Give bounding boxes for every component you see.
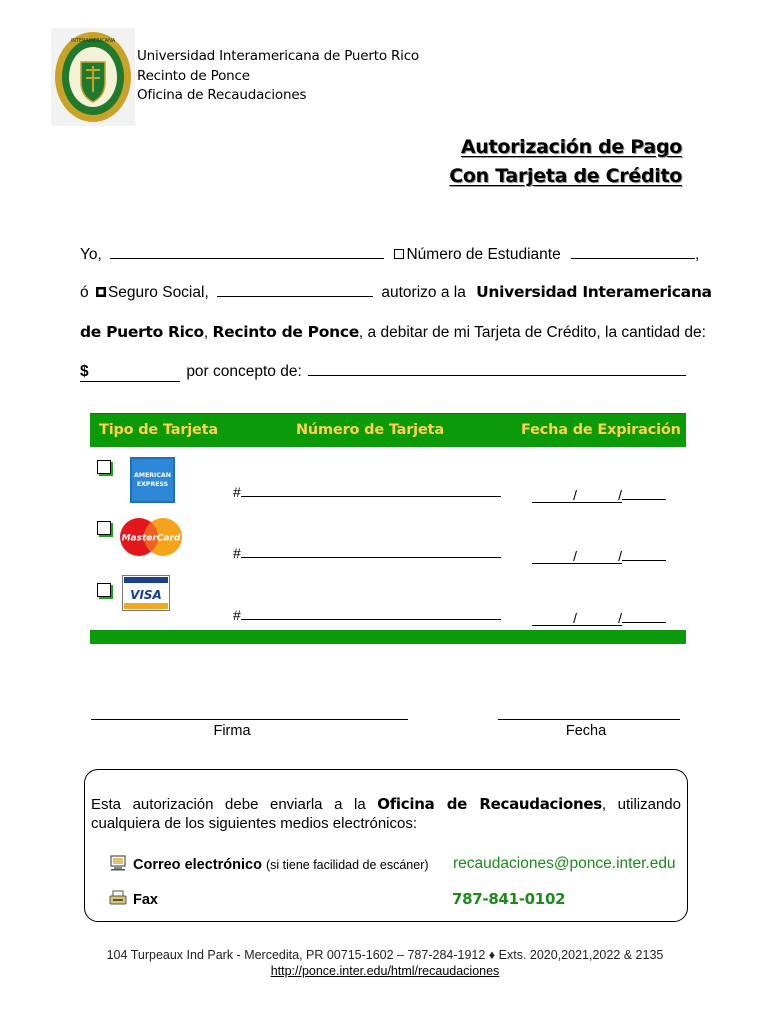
- exp-slash: /: [532, 487, 577, 503]
- exp-year: [622, 607, 666, 623]
- dollar-sign: $: [80, 363, 89, 380]
- amex-logo-icon: [130, 457, 175, 503]
- exp-year: [622, 484, 666, 500]
- fax-number: 787-841-0102: [452, 890, 566, 908]
- university-seal: [51, 28, 135, 126]
- fax-icon: [109, 890, 127, 906]
- fax-label: Fax: [133, 892, 158, 908]
- amount-field[interactable]: [80, 363, 180, 382]
- hash: #: [233, 545, 241, 561]
- signature-line[interactable]: [91, 719, 408, 720]
- university-name-bold-2: de Puerto Rico: [80, 323, 204, 341]
- hash: #: [233, 484, 241, 500]
- computer-icon: [109, 855, 127, 871]
- firma-label: Firma: [213, 723, 251, 739]
- hash: #: [233, 607, 241, 623]
- fax-method: [109, 890, 158, 908]
- visa-expiration[interactable]: [532, 607, 666, 626]
- card-table-footer: [90, 630, 686, 644]
- visa-number-field[interactable]: [241, 608, 501, 620]
- exp-slash: /: [577, 610, 622, 626]
- form-line-amount: [80, 362, 690, 382]
- mastercard-expiration[interactable]: [532, 545, 666, 564]
- seal-lettering: INTERAMERICANA: [70, 38, 116, 44]
- exp-slash: /: [532, 610, 577, 626]
- amex-number-line: [233, 484, 501, 500]
- email-address[interactable]: recaudaciones@ponce.inter.edu: [453, 855, 676, 872]
- mastercard-logo-icon: [119, 517, 183, 557]
- footer-address: 104 Turpeaux Ind Park - Mercedita, PR 00715-1602 – 787-284-1912 ♦ Exts. 2020,2021,2022 & 2135: [106, 948, 664, 962]
- form-line-name: [80, 245, 700, 264]
- date-line[interactable]: [498, 719, 680, 720]
- office-name: Oficina de Recaudaciones: [137, 87, 307, 103]
- submission-info-box: [84, 769, 688, 922]
- email-note: (si tiene facilidad de escáner): [265, 858, 429, 872]
- email-label: Correo electrónico: [133, 857, 262, 873]
- office-bold: Oficina de Recaudaciones: [377, 795, 602, 813]
- institution-name: Universidad Interamericana de Puerto Rico: [137, 48, 419, 64]
- info-text-before: Esta autorización debe enviarla a la: [91, 796, 366, 813]
- institution-block: [137, 47, 419, 106]
- card-table-header: [90, 413, 686, 447]
- mastercard-checkbox[interactable]: [97, 521, 111, 535]
- form-line-ssn: [80, 283, 712, 302]
- title-line-1: Autorización de Pago: [460, 136, 682, 158]
- university-name-bold: Universidad Interamericana: [476, 283, 712, 301]
- name-field[interactable]: [110, 245, 384, 259]
- exp-slash: /: [532, 548, 577, 564]
- campus-name: Recinto de Ponce: [137, 67, 250, 84]
- fecha-label: Fecha: [565, 723, 607, 739]
- debit-text: , a debitar de mi Tarjeta de Crédito, la cantidad de:: [358, 324, 706, 341]
- mastercard-logo-text: MasterCard: [121, 533, 181, 544]
- card-row-mastercard: [97, 521, 677, 571]
- title-line-2: Con Tarjeta de Crédito: [449, 165, 682, 187]
- comma: ,: [695, 246, 700, 263]
- university-seal-icon: [53, 30, 133, 124]
- exp-slash: /: [577, 548, 622, 564]
- card-row-amex: [97, 460, 677, 510]
- amex-logo-line1: AMERICAN: [134, 472, 171, 479]
- card-row-visa: [97, 583, 677, 633]
- concept-field[interactable]: [308, 362, 686, 376]
- amex-number-field[interactable]: [241, 485, 501, 497]
- campus-bold: Recinto de Ponce: [212, 323, 359, 341]
- visa-number-line: [233, 607, 501, 623]
- visa-logo-text: VISA: [130, 588, 162, 602]
- exp-year: [622, 545, 666, 561]
- mastercard-number-line: [233, 545, 501, 561]
- student-number-checkbox[interactable]: [394, 249, 404, 259]
- col-expiration: Fecha de Expiración: [521, 422, 681, 438]
- amex-expiration[interactable]: [532, 484, 666, 503]
- ssn-checkbox[interactable]: [96, 287, 106, 297]
- ssn-field[interactable]: [217, 283, 373, 297]
- amex-checkbox[interactable]: [97, 460, 111, 474]
- email-method: [109, 855, 429, 873]
- yo-label: Yo,: [80, 246, 102, 263]
- col-card-number: Número de Tarjeta: [296, 422, 444, 438]
- visa-checkbox[interactable]: [97, 583, 111, 597]
- amex-logo-line2: EXPRESS: [136, 481, 169, 488]
- authorize-text: autorizo a la: [381, 284, 466, 301]
- info-text-after: , utilizando cualquiera de los siguientes medios electrónicos:: [91, 796, 681, 832]
- footer-url-wrap: [0, 964, 770, 978]
- page-title: [420, 133, 682, 191]
- visa-logo-icon: [122, 575, 170, 611]
- exp-slash: /: [577, 487, 622, 503]
- footer-url-link[interactable]: http://ponce.inter.edu/html/recaudaciones: [270, 964, 500, 978]
- concept-label: por concepto de:: [186, 363, 302, 380]
- o-label: ó: [80, 284, 89, 301]
- submission-info-text: [91, 795, 681, 833]
- sep-comma: ,: [203, 324, 209, 341]
- mastercard-number-field[interactable]: [241, 546, 501, 558]
- form-line-campus: [80, 323, 706, 342]
- student-number-label: Número de Estudiante: [406, 246, 561, 263]
- ssn-label: Seguro Social,: [107, 284, 209, 301]
- col-card-type: Tipo de Tarjeta: [99, 422, 218, 438]
- student-number-field[interactable]: [571, 245, 695, 259]
